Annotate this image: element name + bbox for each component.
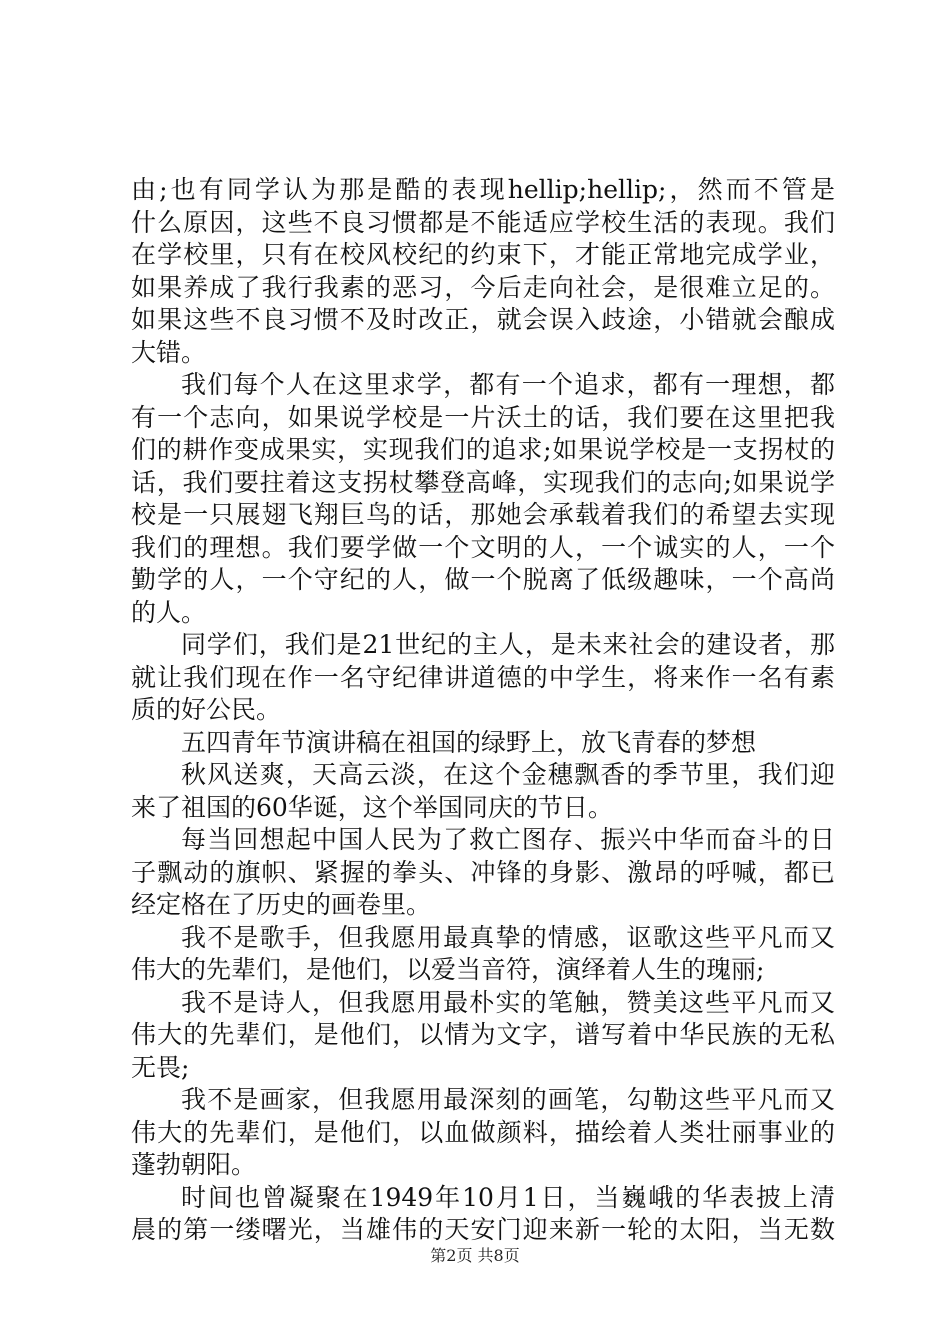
text-line: 每当回想起中国人民为了救亡图存、振兴中华而奋斗的日 [181,825,835,854]
text-line: 什么原因，这些不良习惯都是不能适应学校生活的表现。我们 [131,207,835,237]
text-line: 勤学的人，一个守纪的人，做一个脱离了低级趣味，一个高尚 [131,565,835,594]
text-line: 无畏; [131,1052,190,1082]
text-line: 蓬勃朝阳。 [131,1150,257,1179]
text-line: 晨的第一缕曙光，当雄伟的天安门迎来新一轮的太阳，当无数 [131,1215,835,1244]
text-line: 如果养成了我行我素的恶习，今后走向社会，是很难立足的。 [131,272,835,302]
text-line: 我不是诗人，但我愿用最朴实的笔触，赞美这些平凡而又 [181,987,835,1017]
text-line: 伟大的先辈们，是他们，以爱当音符，演绎着人生的瑰丽; [131,955,765,984]
text-line: 由;也有同学认为那是酷的表现hellip;hellip;，然而不管是 [131,175,835,204]
text-line: 伟大的先辈们，是他们，以情为文字，谱写着中华民族的无私 [131,1020,835,1049]
text-line: 我们每个人在这里求学，都有一个追求，都有一理想，都 [181,370,835,399]
body-text [131,174,835,1247]
text-line: 五四青年节演讲稿在祖国的绿野上，放飞青春的梦想 [181,727,757,757]
text-line: 我不是歌手，但我愿用最真挚的情感，讴歌这些平凡而又 [181,922,835,952]
text-line: 有一个志向，如果说学校是一片沃土的话，我们要在这里把我 [131,402,835,432]
text-line: 如果这些不良习惯不及时改正，就会误入歧途，小错就会酿成 [131,305,835,334]
page-footer: 第2页 共8页 [430,1246,520,1265]
text-line: 们的耕作变成果实，实现我们的追求;如果说学校是一支拐杖的 [131,435,835,464]
text-line: 校是一只展翅飞翔巨鸟的话，那她会承载着我们的希望去实现 [131,500,835,529]
text-line: 在学校里，只有在校风校纪的约束下，才能正常地完成学业， [131,240,835,269]
text-line: 就让我们现在作一名守纪律讲道德的中学生，将来作一名有素 [131,662,835,692]
text-line: 伟大的先辈们，是他们，以血做颜料，描绘着人类壮丽事业的 [131,1117,835,1147]
text-line: 来了祖国的60华诞，这个举国同庆的节日。 [131,792,613,822]
text-line: 的人。 [131,597,207,627]
text-line: 子飘动的旗帜、紧握的拳头、冲锋的身影、激昂的呼喊，都已 [131,857,835,887]
text-line: 同学们，我们是21世纪的主人，是未来社会的建设者，那 [181,630,835,659]
text-line: 经定格在了历史的画卷里。 [131,890,432,919]
text-line: 话，我们要拄着这支拐杖攀登高峰，实现我们的志向;如果说学 [131,467,835,497]
text-line: 质的好公民。 [131,695,282,724]
text-line: 秋风送爽，天高云淡，在这个金穗飘香的季节里，我们迎 [181,760,835,789]
text-line: 时间也曾凝聚在1949年10月1日，当巍峨的华表披上清 [181,1182,835,1212]
text-line: 我们的理想。我们要学做一个文明的人，一个诚实的人，一个 [131,532,835,562]
text-line: 我不是画家，但我愿用最深刻的画笔，勾勒这些平凡而又 [181,1085,835,1114]
text-line: 大错。 [131,337,207,367]
